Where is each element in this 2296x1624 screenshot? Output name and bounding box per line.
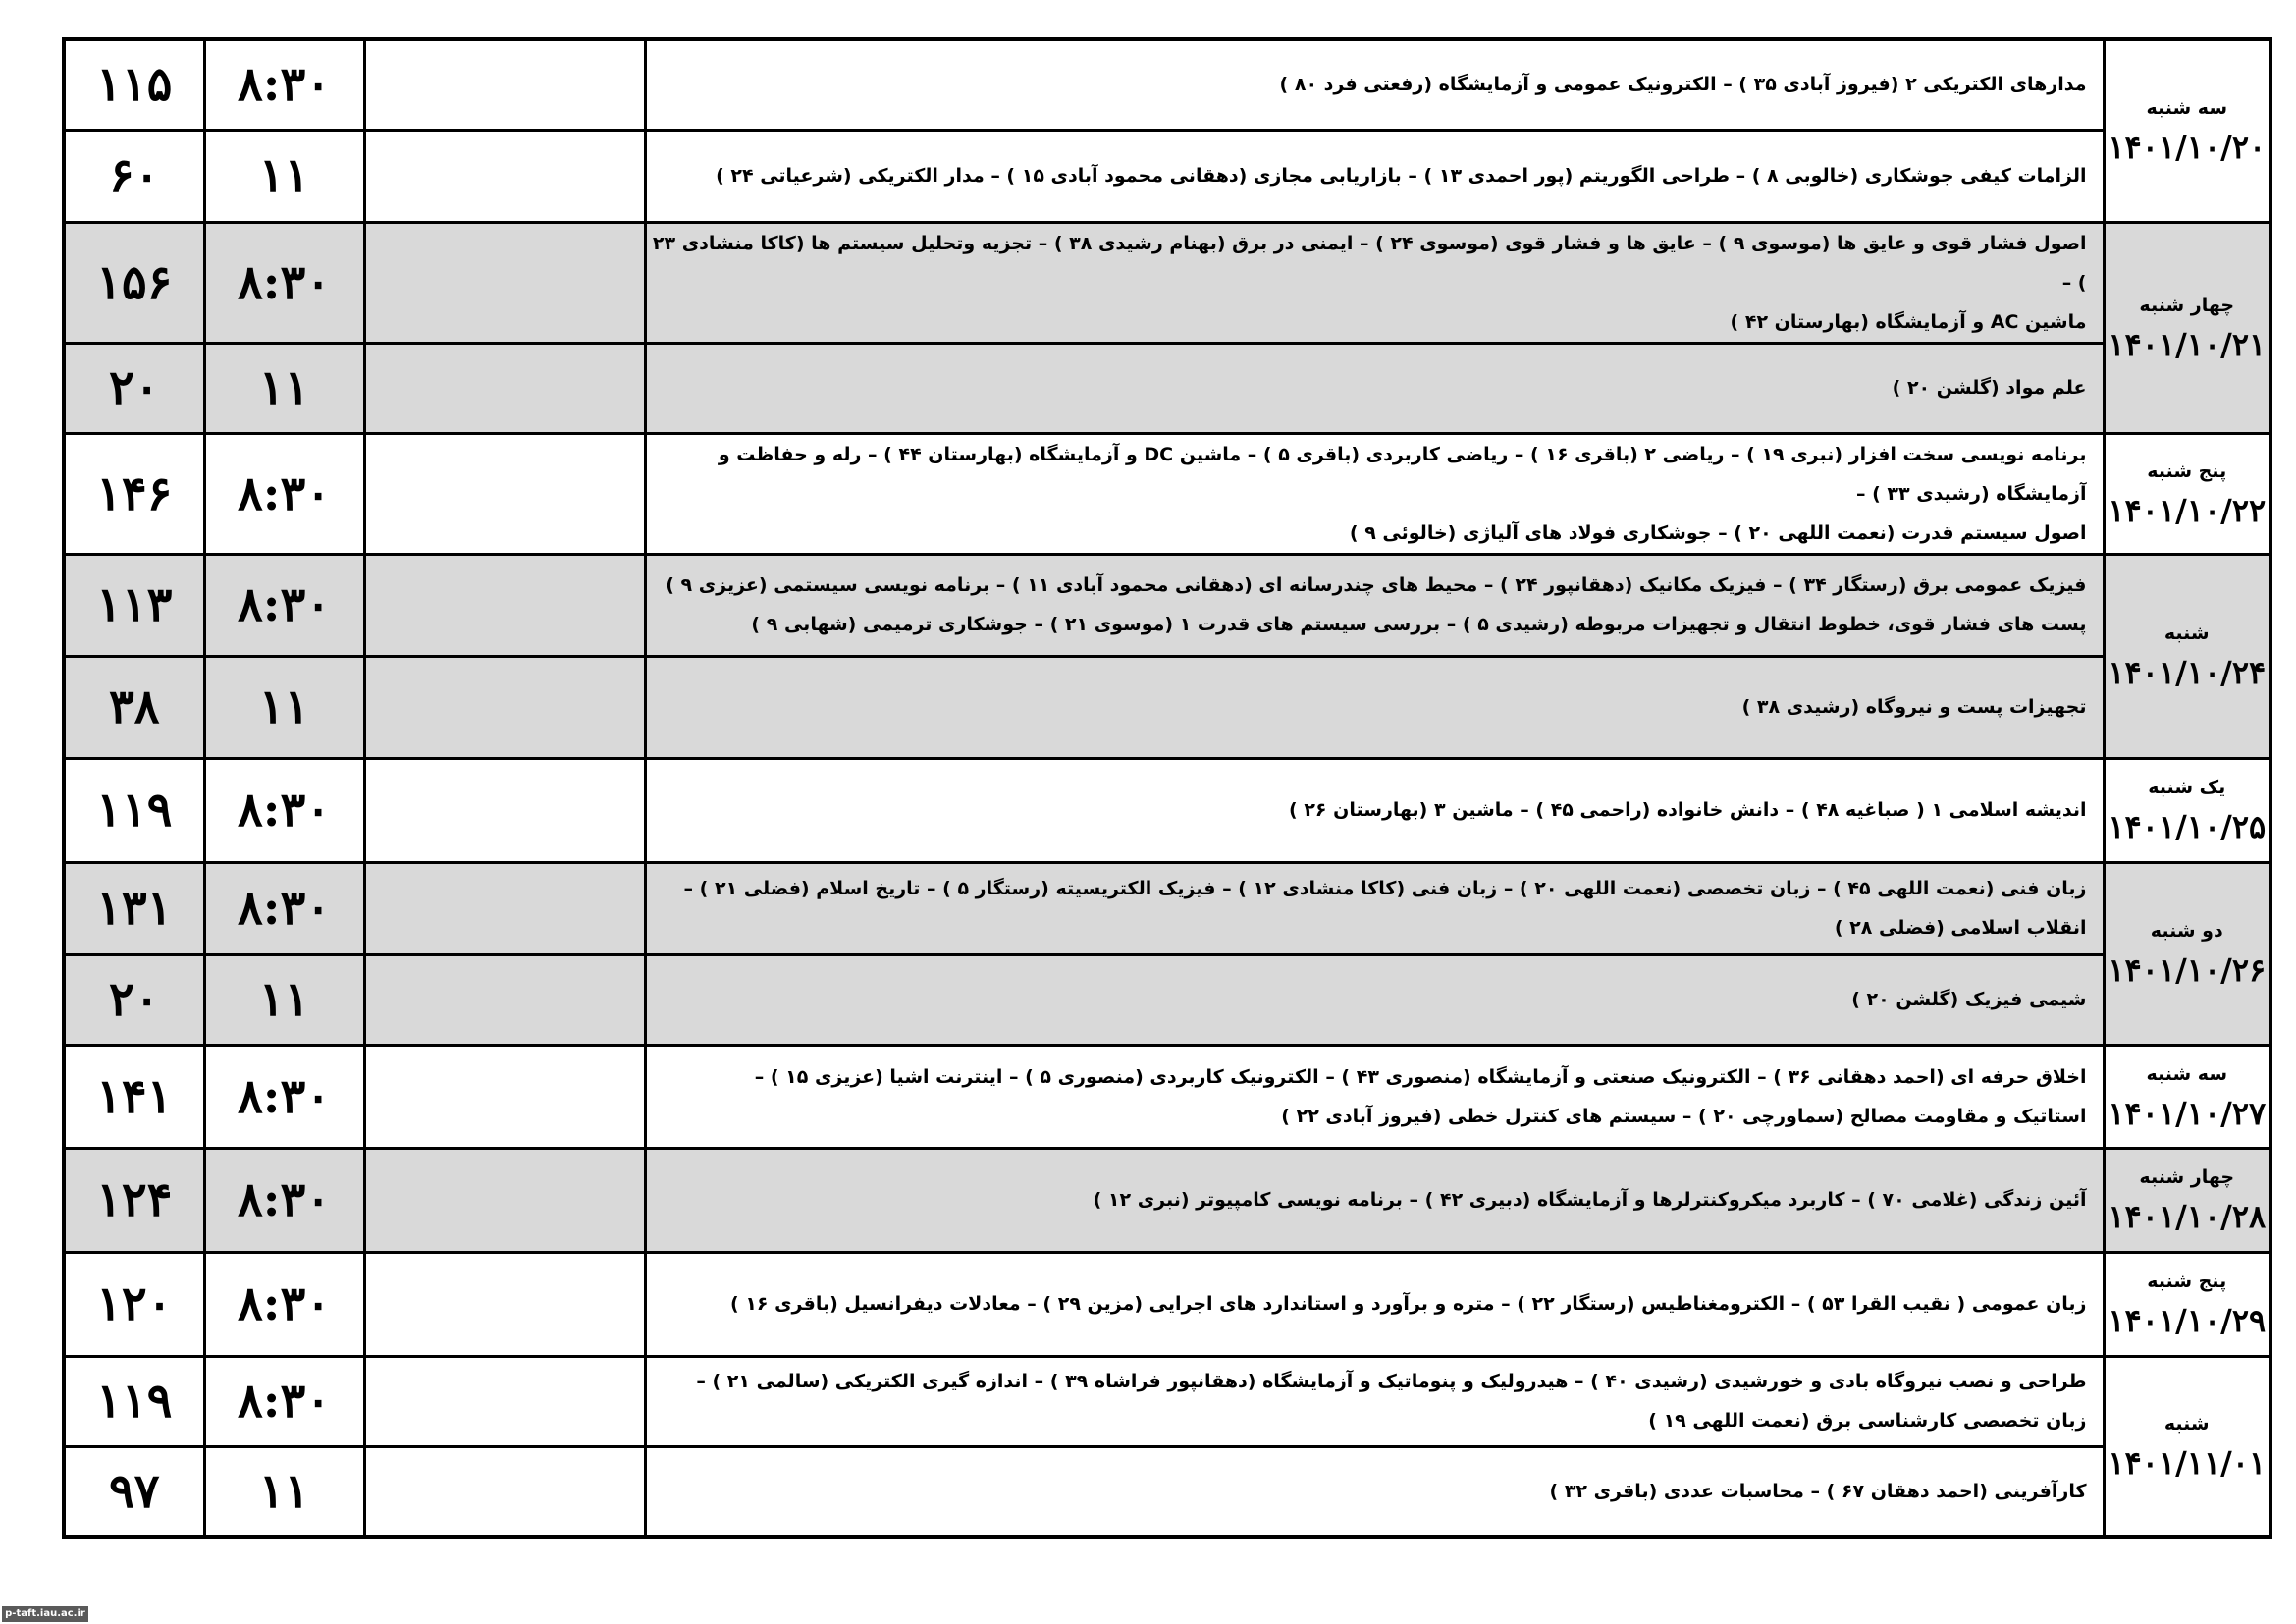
table-row (64, 862, 2270, 954)
student-count: ۱۳۱ (64, 862, 204, 954)
student-count: ۲۰ (64, 954, 204, 1045)
course-list (645, 1446, 2104, 1537)
table-row (64, 1148, 2270, 1252)
exam-time: ۸:۳۰ (204, 1045, 364, 1148)
day-date: ۱۴۰۱/۱۰/۲۷ (2108, 1094, 2267, 1132)
day-name: چهار شنبه (2139, 1166, 2235, 1188)
exam-time: ۸:۳۰ (204, 862, 364, 954)
day-name: سه شنبه (2146, 97, 2228, 120)
course-line: زبان عمومی ( نقیب القرا ۵۳ ) – الکترومغناطیس (رستگار ۲۲ ) – متره و برآورد و استاندارد های اجرایی (مزین ۲۹ ) – معادلات دیفرانسیل (باقری ۱۶ ) (730, 1293, 2087, 1315)
day-date: ۱۴۰۱/۱۰/۲۵ (2108, 808, 2267, 845)
course-line: زبان فنی (نعمت اللهی ۴۵ ) – زبان تخصصی (نعمت اللهی ۲۰ ) – زبان فنی (کاکا منشادی ۱۲ ) – فیزیک الکتریسیته (رستگار ۵ ) – تاریخ اسلام (فضلی ۲۱ ) – انقلاب اسلامی (فضلی ۲۸ ) (683, 878, 2087, 939)
day-cell (2104, 1252, 2270, 1356)
table-row (64, 433, 2270, 554)
course-line: طراحی و نصب نیروگاه بادی و خورشیدی (رشیدی ۴۰ ) – هیدرولیک و پنوماتیک و آزمایشگاه (دهقانپور فراشاه ۳۹ ) – اندازه گیری الکتریکی (سالمی ۲۱ ) – (696, 1371, 2087, 1392)
course-list (645, 1252, 2104, 1356)
day-name: پنج شنبه (2147, 1271, 2227, 1292)
student-count: ۹۷ (64, 1446, 204, 1537)
course-line: ماشین AC و آزمایشگاه (بهارستان ۴۲ ) (1730, 310, 2087, 333)
student-count: ۲۰ (64, 343, 204, 433)
empty-cell (364, 1045, 645, 1148)
table-row (64, 554, 2270, 656)
day-cell (2104, 758, 2270, 862)
day-cell (2104, 862, 2270, 1045)
empty-cell (364, 554, 645, 656)
course-line: الزامات کیفی جوشکاری (خالوبی ۸ ) – طراحی الگوریتم (پور احمدی ۱۳ ) – بازاریابی مجازی (دهقانی محمود آبادی ۱۵ ) – مدار الکتریکی (شرعیاتی ۲۴ ) (716, 165, 2087, 187)
day-date: ۱۴۰۱/۱۰/۲۸ (2108, 1198, 2267, 1235)
course-list (645, 862, 2104, 954)
course-line: آئین زندگی (غلامی ۷۰ ) – کاربرد میکروکنترلرها و آزمایشگاه (دبیری ۴۲ ) – برنامه نویسی کامپیوتر (نبری ۱۲ ) (1093, 1189, 2087, 1211)
student-count: ۱۱۵ (64, 39, 204, 130)
course-line: شیمی فیزیک (گلشن ۲۰ ) (1851, 989, 2087, 1010)
student-count: ۱۴۱ (64, 1045, 204, 1148)
course-list (645, 656, 2104, 758)
course-list (645, 39, 2104, 130)
exam-time: ۸:۳۰ (204, 433, 364, 554)
student-count: ۱۴۶ (64, 433, 204, 554)
empty-cell (364, 222, 645, 343)
student-count: ۱۲۰ (64, 1252, 204, 1356)
exam-time: ۸:۳۰ (204, 1252, 364, 1356)
exam-time: ۱۱ (204, 343, 364, 433)
course-line: اصول سیستم قدرت (نعمت اللهی ۲۰ ) – جوشکاری فولاد های آلیاژی (خالوئی ۹ ) (1349, 521, 2087, 544)
course-list (645, 758, 2104, 862)
exam-time: ۸:۳۰ (204, 222, 364, 343)
day-name: شنبه (2163, 623, 2210, 644)
course-list (645, 130, 2104, 222)
empty-cell (364, 656, 645, 758)
table-row (64, 343, 2270, 433)
day-name: پنج شنبه (2147, 460, 2227, 482)
day-cell (2104, 1045, 2270, 1148)
table-row (64, 954, 2270, 1045)
table-row (64, 222, 2270, 343)
table-row (64, 1252, 2270, 1356)
day-cell (2104, 1356, 2270, 1537)
course-list (645, 554, 2104, 656)
day-cell (2104, 222, 2270, 433)
day-cell (2104, 554, 2270, 758)
student-count: ۱۱۹ (64, 1356, 204, 1446)
exam-time: ۸:۳۰ (204, 554, 364, 656)
day-cell (2104, 1148, 2270, 1252)
course-list (645, 954, 2104, 1045)
course-line: اندیشه اسلامی ۱ ( صباغیه ۴۸ ) – دانش خانواده (راحمی ۴۵ ) – ماشین ۳ (بهارستان ۲۶ ) (1289, 799, 2087, 821)
course-line: استاتیک و مقاومت مصالح (سماورچی ۲۰ ) – سیستم های کنترل خطی (فیروز آبادی ۲۲ ) (1281, 1105, 2087, 1127)
course-list (645, 433, 2104, 554)
course-line: مدارهای الکتریکی ۲ (فیروز آبادی ۳۵ ) – الکترونیک عمومی و آزمایشگاه (رفعتی فرد ۸۰ ) (1279, 74, 2087, 96)
course-line: زبان تخصصی کارشناسی برق (نعمت اللهی ۱۹ ) (1648, 1410, 2087, 1432)
day-name: دو شنبه (2150, 920, 2223, 942)
course-line: علم مواد (گلشن ۲۰ ) (1892, 377, 2087, 399)
empty-cell (364, 1356, 645, 1446)
table-row (64, 1356, 2270, 1446)
course-list (645, 1356, 2104, 1446)
day-date: ۱۴۰۱/۱۰/۲۴ (2108, 654, 2267, 691)
course-list (645, 1045, 2104, 1148)
exam-time: ۸:۳۰ (204, 1356, 364, 1446)
day-cell (2104, 433, 2270, 554)
table-row (64, 656, 2270, 758)
course-list (645, 1148, 2104, 1252)
table-row (64, 1446, 2270, 1537)
course-line: تجهیزات پست و نیروگاه (رشیدی ۳۸ ) (1741, 696, 2087, 718)
student-count: ۱۱۹ (64, 758, 204, 862)
day-name: شنبه (2163, 1412, 2210, 1435)
day-name: سه شنبه (2146, 1062, 2228, 1085)
course-line: کارآفرینی (احمد دهقان ۶۷ ) – محاسبات عددی (باقری ۳۲ ) (1549, 1480, 2087, 1502)
course-line: اصول فشار قوی و عایق ها (موسوی ۹ ) – عایق ها و فشار قوی (موسوی ۲۴ ) – ایمنی در برق (بهنام رشیدی ۳۸ ) – تجزیه وتحلیل سیستم ها (کاکا منشادی ۲۳ ) – (652, 232, 2087, 294)
empty-cell (364, 1252, 645, 1356)
course-line: برنامه نویسی سخت افزار (نبری ۱۹ ) – ریاضی ۲ (باقری ۱۶ ) – ریاضی کاربردی (باقری ۵ ) – ماشین DC و آزمایشگاه (بهارستان ۴۴ ) – رله و حفاظت و آزمایشگاه (رشیدی ۳۳ ) – (718, 443, 2087, 505)
day-name: چهار شنبه (2139, 294, 2235, 316)
exam-time: ۱۱ (204, 954, 364, 1045)
exam-time: ۱۱ (204, 130, 364, 222)
exam-time: ۸:۳۰ (204, 758, 364, 862)
exam-time: ۸:۳۰ (204, 1148, 364, 1252)
course-line: پست های فشار قوی، خطوط انتقال و تجهیزات مربوطه (رشیدی ۵ ) – بررسی سیستم های قدرت ۱ (موسوی ۲۱ ) – جوشکاری ترمیمی (شهابی ۹ ) (751, 614, 2087, 635)
day-date: ۱۴۰۱/۱۰/۲۹ (2108, 1302, 2267, 1339)
day-date: ۱۴۰۱/۱۰/۲۶ (2108, 951, 2267, 989)
student-count: ۶۰ (64, 130, 204, 222)
empty-cell (364, 758, 645, 862)
exam-time: ۱۱ (204, 1446, 364, 1537)
table-row (64, 39, 2270, 130)
day-date: ۱۴۰۱/۱۰/۲۱ (2108, 325, 2267, 363)
day-date: ۱۴۰۱/۱۰/۲۰ (2108, 129, 2267, 167)
student-count: ۱۲۴ (64, 1148, 204, 1252)
empty-cell (364, 1148, 645, 1252)
empty-cell (364, 1446, 645, 1537)
course-list (645, 343, 2104, 433)
table-row (64, 758, 2270, 862)
exam-time: ۸:۳۰ (204, 39, 364, 130)
table-row (64, 130, 2270, 222)
empty-cell (364, 343, 645, 433)
course-list (645, 222, 2104, 343)
day-cell (2104, 39, 2270, 222)
course-line: اخلاق حرفه ای (احمد دهقانی ۳۶ ) – الکترونیک صنعتی و آزمایشگاه (منصوری ۴۳ ) – الکترونیک کاربردی (منصوری ۵ ) – اینترنت اشیا (عزیزی ۱۵ ) – (754, 1065, 2087, 1088)
empty-cell (364, 862, 645, 954)
site-watermark: p-taft.iau.ac.ir (2, 1606, 88, 1622)
exam-time: ۱۱ (204, 656, 364, 758)
exam-schedule-table (62, 37, 2272, 1539)
day-date: ۱۴۰۱/۱۱/۰۱ (2108, 1443, 2267, 1482)
empty-cell (364, 954, 645, 1045)
empty-cell (364, 433, 645, 554)
day-date: ۱۴۰۱/۱۰/۲۲ (2108, 491, 2267, 529)
empty-cell (364, 39, 645, 130)
table-row (64, 1045, 2270, 1148)
day-name: یک شنبه (2148, 777, 2226, 798)
empty-cell (364, 130, 645, 222)
student-count: ۱۵۶ (64, 222, 204, 343)
student-count: ۳۸ (64, 656, 204, 758)
course-line: فیزیک عمومی برق (رستگار ۳۴ ) – فیزیک مکانیک (دهقانپور ۲۴ ) – محیط های چندرسانه ای (دهقانی محمود آبادی ۱۱ ) – برنامه نویسی سیستمی (عزیزی ۹ ) (666, 574, 2087, 596)
student-count: ۱۱۳ (64, 554, 204, 656)
